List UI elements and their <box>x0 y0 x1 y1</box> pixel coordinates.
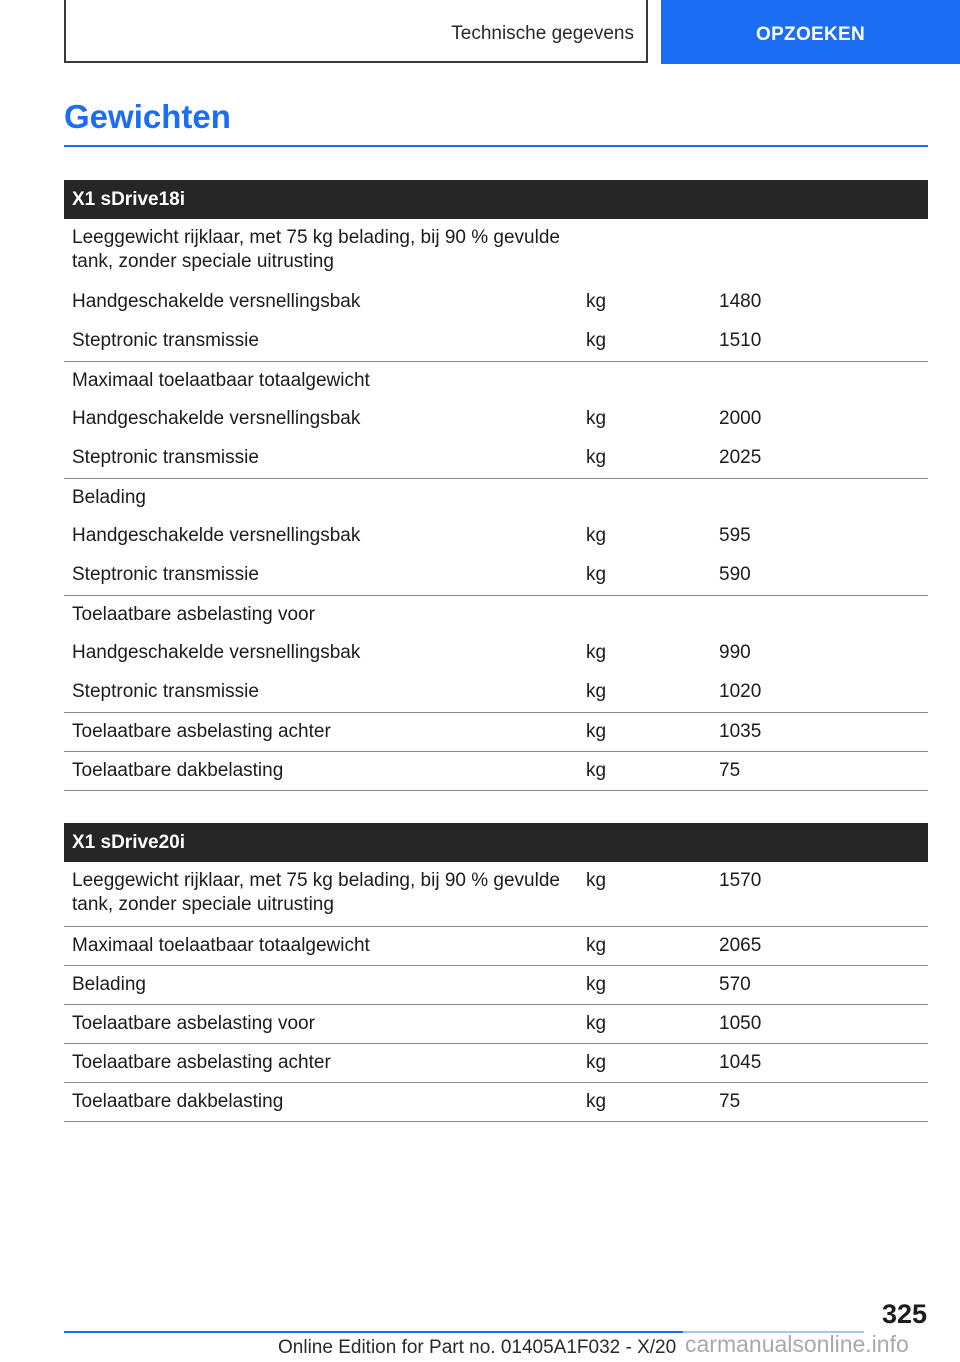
row-value: 2025 <box>711 439 928 478</box>
row-label: Handgeschakelde versnellingsbak <box>72 408 361 429</box>
table-row <box>64 751 928 790</box>
table-row <box>64 400 928 439</box>
title-divider <box>64 145 928 147</box>
row-unit: kg <box>582 926 711 965</box>
row-unit: kg <box>586 525 607 546</box>
row-label: Handgeschakelde versnellingsbak <box>72 291 361 312</box>
row-label: Maximaal toelaatbaar totaalgewicht <box>72 369 370 391</box>
row-label: Leeggewicht rijklaar, met 75 kg belading, bij 90 % gevulde tank, zonder speciale uitrusting <box>72 227 560 272</box>
row-unit: kg <box>582 322 711 361</box>
row-unit: kg <box>586 291 607 312</box>
model-heading: X1 sDrive18i <box>64 180 928 219</box>
row-value: 1480 <box>719 291 762 312</box>
section-title: Technische gegevens <box>64 0 648 63</box>
page-title: Gewichten <box>64 98 231 135</box>
page-number: 325 <box>881 1299 927 1329</box>
row-unit: kg <box>582 712 711 751</box>
row-value: 1020 <box>711 673 928 712</box>
opzoeken-button[interactable]: OPZOEKEN <box>661 0 960 64</box>
row-value: 590 <box>711 556 928 595</box>
weights-table-sdrive18i <box>64 180 928 791</box>
row-label: Toelaatbare asbelasting achter <box>64 1043 582 1082</box>
row-unit: kg <box>582 556 711 595</box>
row-value: 570 <box>711 965 928 1004</box>
row-value: 75 <box>711 1082 928 1121</box>
row-value: 75 <box>711 751 928 790</box>
row-label: Handgeschakelde versnellingsbak <box>72 525 361 546</box>
row-label: Handgeschakelde versnellingsbak <box>72 642 361 663</box>
weights-table-sdrive20i <box>64 823 928 1122</box>
row-unit: kg <box>582 673 711 712</box>
table-row <box>64 439 928 478</box>
table-row <box>64 219 928 283</box>
table-row <box>64 361 928 400</box>
table-row <box>64 556 928 595</box>
top-bar <box>0 0 960 66</box>
table-row <box>64 926 928 965</box>
row-value: 1510 <box>711 322 928 361</box>
table-header-row <box>64 823 928 862</box>
table-row <box>64 965 928 1004</box>
row-value: 1045 <box>711 1043 928 1082</box>
row-label: Maximaal toelaatbaar totaalgewicht <box>64 926 582 965</box>
row-value: 2065 <box>711 926 928 965</box>
row-label: Toelaatbare dakbelasting <box>64 751 582 790</box>
row-unit <box>582 219 711 283</box>
row-label: Steptronic transmissie <box>64 673 582 712</box>
row-unit: kg <box>586 408 607 429</box>
table-row <box>64 322 928 361</box>
row-value: 2000 <box>719 408 762 429</box>
row-label: Toelaatbare asbelasting voor <box>72 603 315 625</box>
table-row <box>64 283 928 322</box>
row-unit: kg <box>582 1043 711 1082</box>
row-unit <box>582 595 711 634</box>
row-label: Steptronic transmissie <box>64 322 582 361</box>
table-row <box>64 634 928 673</box>
row-value <box>711 595 928 634</box>
row-value <box>711 219 928 283</box>
row-unit: kg <box>582 965 711 1004</box>
row-label: Toelaatbare asbelasting achter <box>64 712 582 751</box>
table-row <box>64 1082 928 1121</box>
row-label: Toelaatbare asbelasting voor <box>64 1004 582 1043</box>
row-label: Belading <box>64 965 582 1004</box>
watermark: carmanualsonline.info <box>685 1331 909 1357</box>
row-value: 595 <box>719 525 751 546</box>
row-unit: kg <box>586 642 607 663</box>
row-value <box>711 361 928 400</box>
table-row <box>64 517 928 556</box>
row-value: 990 <box>719 642 751 663</box>
row-label: Toelaatbare dakbelasting <box>64 1082 582 1121</box>
table-row <box>64 595 928 634</box>
row-unit <box>582 361 711 400</box>
table-row <box>64 862 928 926</box>
model-heading: X1 sDrive20i <box>64 823 928 862</box>
row-unit: kg <box>582 439 711 478</box>
row-label: Belading <box>72 486 146 508</box>
row-unit: kg <box>582 862 711 926</box>
row-value: 1050 <box>711 1004 928 1043</box>
table-row <box>64 673 928 712</box>
row-unit <box>582 478 711 517</box>
table-row <box>64 712 928 751</box>
row-label: Leeggewicht rijklaar, met 75 kg belading, bij 90 % gevulde tank, zonder speciale uitrusting <box>64 862 582 926</box>
row-value: 1570 <box>711 862 928 926</box>
row-value: 1035 <box>711 712 928 751</box>
table-row <box>64 1043 928 1082</box>
table-row <box>64 478 928 517</box>
row-label: Steptronic transmissie <box>64 439 582 478</box>
row-unit: kg <box>582 1004 711 1043</box>
row-unit: kg <box>582 1082 711 1121</box>
edition-text: Online Edition for Part no. 01405A1F032 - X/20 <box>278 1337 677 1358</box>
table-row <box>64 1004 928 1043</box>
table-header-row <box>64 180 928 219</box>
row-value <box>711 478 928 517</box>
row-unit: kg <box>582 751 711 790</box>
row-label: Steptronic transmissie <box>64 556 582 595</box>
